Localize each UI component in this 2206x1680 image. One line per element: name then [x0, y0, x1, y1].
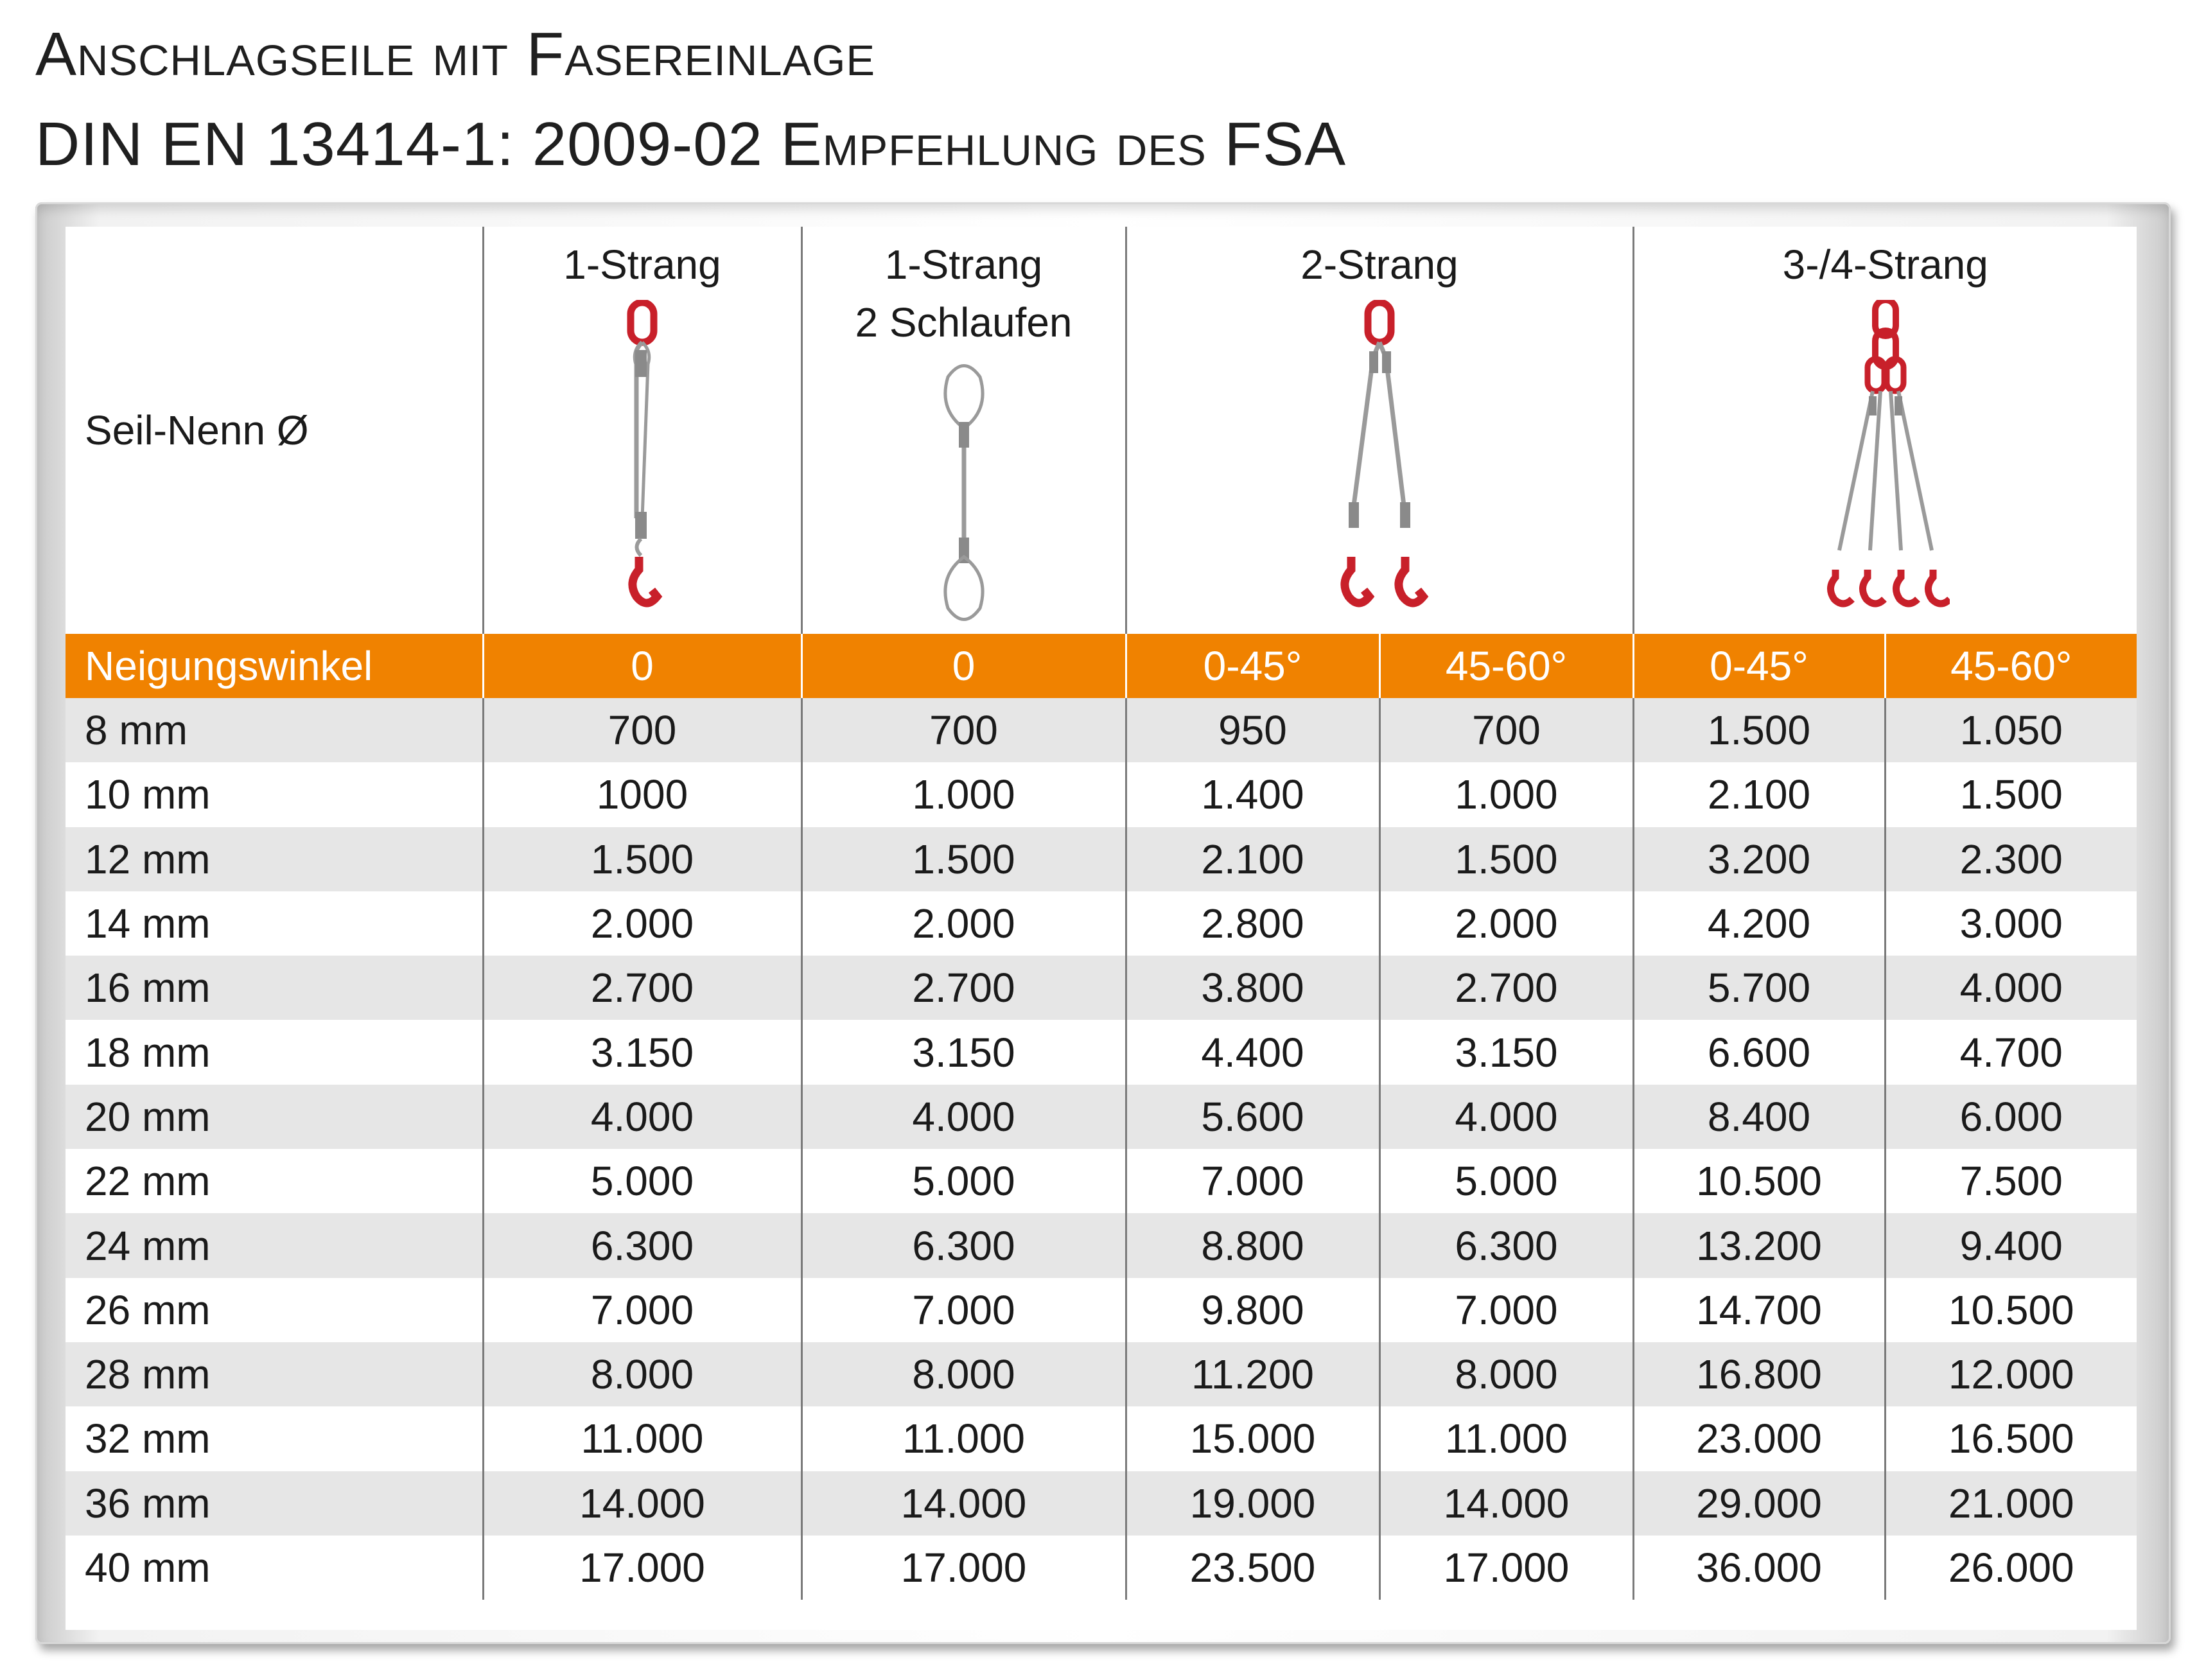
header-row	[66, 227, 2137, 634]
load-value-cell: 16.500	[1885, 1406, 2137, 1471]
load-value-cell: 5.000	[801, 1149, 1126, 1213]
load-value-cell: 1.000	[801, 762, 1126, 827]
load-value-cell: 10.500	[1885, 1278, 2137, 1342]
load-value-cell: 4.000	[1885, 956, 2137, 1020]
load-value-cell: 5.600	[1126, 1085, 1379, 1149]
four-leg-sling-icon	[1821, 300, 1950, 621]
table-row	[66, 827, 2137, 891]
table-row	[66, 1149, 2137, 1213]
load-value-cell: 3.150	[801, 1020, 1126, 1084]
load-value-cell: 2.700	[801, 956, 1126, 1020]
rope-diameter-cell: 26 mm	[85, 1286, 211, 1333]
load-value-cell: 2.000	[483, 891, 801, 956]
load-value-cell: 950	[1126, 698, 1379, 762]
rope-diameter-cell: 10 mm	[85, 771, 211, 818]
rope-diameter-cell: 20 mm	[66, 1085, 483, 1149]
table-row	[66, 1406, 2137, 1471]
table-row	[66, 1020, 2137, 1084]
load-value-cell: 14.700	[1633, 1278, 1885, 1342]
load-value-cell: 2.000	[801, 891, 1126, 956]
angle-cell: 0	[801, 634, 1126, 698]
load-value-cell: 2.000	[1379, 891, 1633, 956]
rope-diameter-cell: 32 mm	[85, 1415, 211, 1462]
angle-label: Neigungswinkel	[66, 634, 483, 698]
load-value-cell: 3.800	[1126, 956, 1379, 1020]
load-value-cell: 7.000	[1126, 1149, 1379, 1213]
angle-cell: 45-60°	[1379, 634, 1633, 698]
load-value-cell: 5.000	[483, 1149, 801, 1213]
load-value-cell: 8.400	[1633, 1085, 1885, 1149]
load-value-cell: 7.000	[1379, 1278, 1633, 1342]
load-value-cell: 17.000	[483, 1536, 801, 1600]
load-value-cell: 8.000	[1379, 1342, 1633, 1406]
load-value-cell: 2.100	[1633, 762, 1885, 827]
rope-diameter-cell: 24 mm	[66, 1213, 483, 1277]
table-row	[66, 698, 2137, 762]
load-value-cell: 1.500	[483, 827, 801, 891]
load-value-cell: 8.000	[801, 1342, 1126, 1406]
load-value-cell: 19.000	[1126, 1471, 1379, 1536]
load-value-cell: 2.300	[1885, 827, 2137, 891]
load-value-cell: 12.000	[1885, 1342, 2137, 1406]
angle-cell: 0-45°	[1633, 634, 1885, 698]
table-row	[66, 762, 2137, 827]
table-row	[66, 1536, 2137, 1600]
load-value-cell: 14.000	[801, 1471, 1126, 1536]
column-title: 1-Strang	[884, 241, 1043, 288]
load-value-cell: 8.800	[1126, 1213, 1379, 1277]
load-value-cell: 2.700	[483, 956, 801, 1020]
load-value-cell: 16.800	[1633, 1342, 1885, 1406]
rope-diameter-cell: 12 mm	[66, 827, 483, 891]
load-value-cell: 6.300	[483, 1213, 801, 1277]
rope-diameter-cell: 16 mm	[66, 956, 483, 1020]
load-value-cell: 1.500	[1633, 698, 1885, 762]
load-value-cell: 1.000	[1379, 762, 1633, 827]
table-row	[66, 891, 2137, 956]
angle-row	[66, 634, 2137, 698]
load-value-cell: 4.400	[1126, 1020, 1379, 1084]
load-value-cell: 1.500	[1379, 827, 1633, 891]
rope-diameter-cell: 28 mm	[66, 1342, 483, 1406]
load-value-cell: 4.200	[1633, 891, 1885, 956]
load-value-cell: 8.000	[483, 1342, 801, 1406]
rope-diameter-cell: 40 mm	[85, 1544, 211, 1591]
load-value-cell: 10.500	[1633, 1149, 1885, 1213]
load-value-cell: 11.000	[1379, 1406, 1633, 1471]
single-leg-sling-with-hook-icon	[613, 300, 671, 621]
load-value-cell: 1.500	[1885, 762, 2137, 827]
load-value-cell: 1.400	[1126, 762, 1379, 827]
load-value-cell: 5.700	[1633, 956, 1885, 1020]
table-frame	[35, 202, 2171, 1644]
load-value-cell: 6.300	[801, 1213, 1126, 1277]
load-value-cell: 700	[801, 698, 1126, 762]
load-value-cell: 2.800	[1126, 891, 1379, 956]
load-value-cell: 7.000	[483, 1278, 801, 1342]
load-value-cell: 11.000	[483, 1406, 801, 1471]
angle-cell: 45-60°	[1885, 634, 2137, 698]
load-value-cell: 17.000	[1379, 1536, 1633, 1600]
table-row	[66, 1278, 2137, 1342]
rope-diameter-cell: 8 mm	[66, 698, 483, 762]
load-value-cell: 9.800	[1126, 1278, 1379, 1342]
table-row	[66, 1471, 2137, 1536]
column-header-1-strang-2-schlaufen	[801, 227, 1126, 634]
angle-cell: 0	[483, 634, 801, 698]
column-header-1-strang	[483, 227, 801, 634]
column-title: 2-Strang	[1300, 241, 1458, 288]
load-value-cell: 6.000	[1885, 1085, 2137, 1149]
load-value-cell: 29.000	[1633, 1471, 1885, 1536]
load-value-cell: 23.500	[1126, 1536, 1379, 1600]
load-value-cell: 36.000	[1633, 1536, 1885, 1600]
load-value-cell: 15.000	[1126, 1406, 1379, 1471]
table-row	[66, 1085, 2137, 1149]
two-leg-sling-icon	[1328, 300, 1431, 621]
load-value-cell: 3.150	[1379, 1020, 1633, 1084]
load-value-cell: 2.700	[1379, 956, 1633, 1020]
load-value-cell: 700	[483, 698, 801, 762]
load-value-cell: 1.500	[801, 827, 1126, 891]
load-value-cell: 4.000	[1379, 1085, 1633, 1149]
load-value-cell: 6.300	[1379, 1213, 1633, 1277]
page-title: Anschlagseile mit Fasereinlage	[35, 20, 876, 89]
column-title: 3-/4-Strang	[1782, 241, 1988, 288]
load-value-cell: 26.000	[1885, 1536, 2137, 1600]
load-value-cell: 4.000	[483, 1085, 801, 1149]
load-value-cell: 1000	[483, 762, 801, 827]
column-header-3-4-strang	[1633, 227, 2137, 634]
load-value-cell: 11.200	[1126, 1342, 1379, 1406]
load-value-cell: 23.000	[1633, 1406, 1885, 1471]
load-value-cell: 7.000	[801, 1278, 1126, 1342]
table-row	[66, 1342, 2137, 1406]
angle-cell: 0-45°	[1126, 634, 1379, 698]
load-value-cell: 3.200	[1633, 827, 1885, 891]
load-value-cell: 7.500	[1885, 1149, 2137, 1213]
load-value-cell: 21.000	[1885, 1471, 2137, 1536]
load-value-cell: 1.050	[1885, 698, 2137, 762]
load-value-cell: 700	[1379, 698, 1633, 762]
column-title: 1-Strang	[563, 241, 721, 288]
load-value-cell: 3.150	[483, 1020, 801, 1084]
rope-diameter-cell: 36 mm	[66, 1471, 483, 1536]
load-value-cell: 4.700	[1885, 1020, 2137, 1084]
table-body	[66, 698, 2137, 1600]
load-value-cell: 2.100	[1126, 827, 1379, 891]
load-value-cell: 17.000	[801, 1536, 1126, 1600]
load-value-cell: 4.000	[801, 1085, 1126, 1149]
column-subtitle: 2 Schlaufen	[855, 299, 1072, 346]
row-header-label: Seil-Nenn Ø	[85, 407, 309, 453]
rope-diameter-cell: 14 mm	[85, 900, 211, 947]
load-value-cell: 5.000	[1379, 1149, 1633, 1213]
load-value-cell: 14.000	[1379, 1471, 1633, 1536]
page-subtitle: DIN EN 13414-1: 2009-02 Empfehlung des FSA	[35, 110, 1347, 179]
load-value-cell: 11.000	[801, 1406, 1126, 1471]
table-container	[66, 227, 2137, 1630]
load-value-cell: 14.000	[483, 1471, 801, 1536]
single-leg-sling-two-loops-icon	[935, 358, 993, 627]
table-row	[66, 1213, 2137, 1277]
load-value-cell: 9.400	[1885, 1213, 2137, 1277]
rope-diameter-cell: 18 mm	[85, 1029, 211, 1076]
table-row	[66, 956, 2137, 1020]
column-header-2-strang	[1126, 227, 1633, 634]
load-value-cell: 3.000	[1885, 891, 2137, 956]
load-capacity-table	[66, 227, 2137, 1600]
load-value-cell: 6.600	[1633, 1020, 1885, 1084]
load-value-cell: 13.200	[1633, 1213, 1885, 1277]
rope-diameter-cell: 22 mm	[85, 1158, 211, 1205]
